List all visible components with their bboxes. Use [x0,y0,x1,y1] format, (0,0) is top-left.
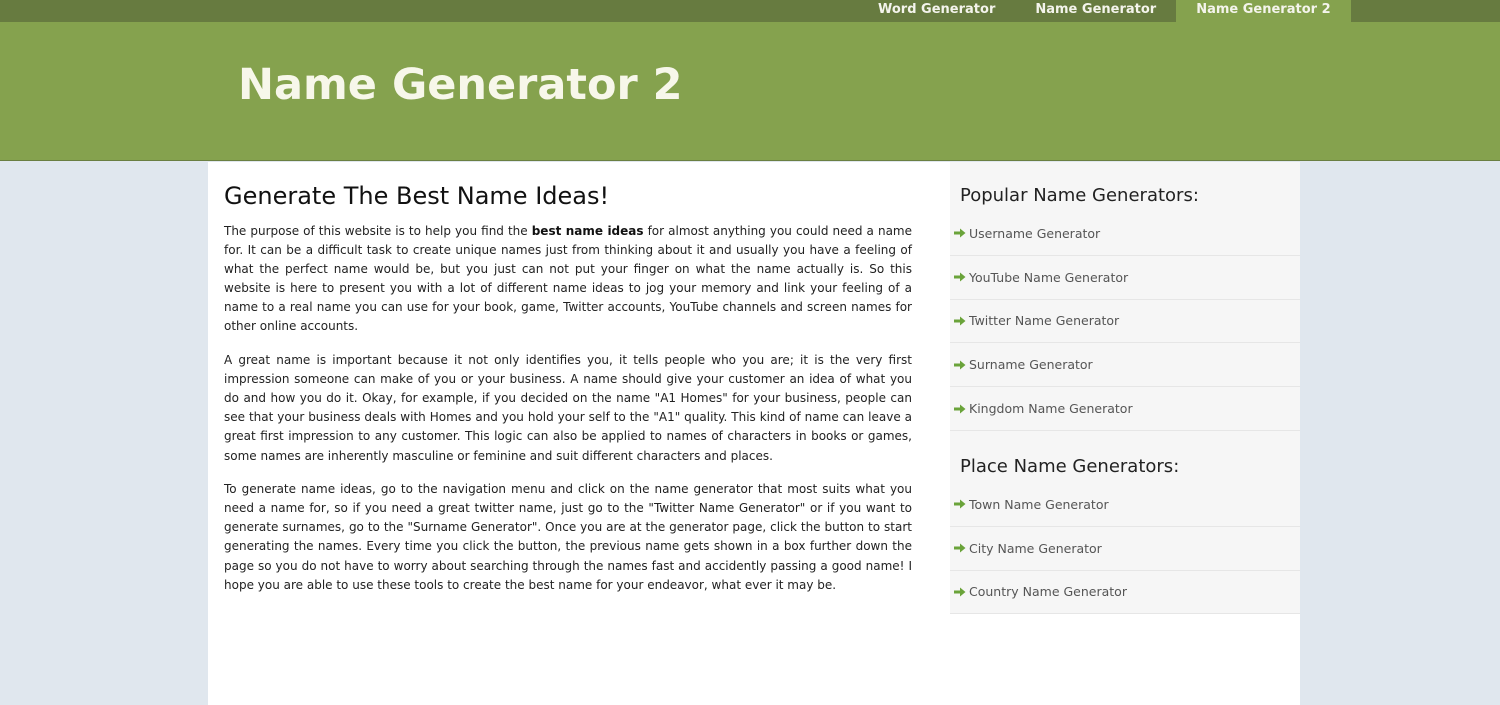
arrow-right-icon [953,404,967,414]
sidebar-item-label: Surname Generator [969,357,1093,373]
site-title: Name Generator 2 [238,60,683,110]
sidebar-item-label: Country Name Generator [969,584,1127,600]
sidebar-item-surname-generator[interactable] [950,343,1300,387]
arrow-right-icon [953,316,967,326]
intro-bold-text: best name ideas [531,224,644,238]
nav-item-name-generator[interactable]: Name Generator [1035,2,1157,17]
sidebar-item-town-name-generator[interactable] [950,483,1300,527]
arrow-right-icon [953,228,967,238]
nav-item-word-generator[interactable]: Word Generator [878,2,996,17]
intro-text-start: The purpose of this website is to help you find the [224,224,532,238]
sidebar-item-kingdom-name-generator[interactable] [950,387,1300,431]
nav-item-name-generator-2[interactable]: Name Generator 2 [1176,0,1350,22]
sidebar-item-label: Username Generator [969,225,1101,241]
intro-text-end: for almost anything you could need a name for. It can be a difficult task to create unique names just from thinking about it and usually you have a feeling of what the perfect name would be, but you just can not put your finger on what the name actually is. So this website is here to present you with a lot of different name ideas to jog your memory and link your feeling of a name to a real name you can use for your book, game, Twitter accounts, YouTube channels and screen names for other online accounts. [224,224,912,334]
sidebar-item-city-name-generator[interactable] [950,527,1300,571]
intro-paragraph [224,222,912,337]
sidebar-item-label: Twitter Name Generator [969,313,1120,329]
arrow-right-icon [953,499,967,509]
main-content [208,162,950,705]
sidebar-item-country-name-generator[interactable] [950,571,1300,615]
arrow-right-icon [953,272,967,282]
sidebar-item-label: Kingdom Name Generator [969,401,1133,417]
place-generators-list [950,483,1300,614]
sidebar-item-label: City Name Generator [969,540,1102,556]
popular-generators-list [950,212,1300,431]
importance-paragraph: A great name is important because it not only identifies you, it tells people who you are; it is the very first impression someone can make of you or your business. A name should give your customer an idea of what you do and how you do it. Okay, for example, if you decided on the name "A1 Homes" for your business, people can see that your business deals with Homes and you hold your self to the "A1" quality. This kind of name can leave a great first impression to any customer. This logic can also be applied to names of characters in books or games, some names are inherently masculine or feminine and suit different characters and places. [224,353,912,463]
sidebar-item-youtube-name-generator[interactable] [950,256,1300,300]
sidebar-item-twitter-name-generator[interactable] [950,300,1300,344]
top-nav-items [858,0,1351,22]
arrow-right-icon [953,360,967,370]
site-header [0,22,1500,161]
page-heading: Generate The Best Name Ideas! [224,182,610,210]
place-generators-heading: Place Name Generators: [960,456,1180,477]
sidebar-item-label: YouTube Name Generator [969,269,1129,285]
sidebar-bottom-panel [950,614,1300,705]
arrow-right-icon [953,587,967,597]
instructions-paragraph: To generate name ideas, go to the navigation menu and click on the name generator that most suits what you need a name for, so if you need a great twitter name, just go to the "Twitter Name Generator" or if you want to generate surnames, go to the "Surname Generator". Once you are at the generator page, click the button to start generating the names. Every time you click the button, the previous name gets shown in a box further down the page so you do not have to worry about searching through the names fast and accidently passing a good name! I hope you are able to use these tools to create the best name for your endeavor, what ever it may be. [224,482,912,592]
top-navigation [0,0,1500,22]
sidebar-item-username-generator[interactable] [950,212,1300,256]
arrow-right-icon [953,543,967,553]
sidebar [950,162,1300,705]
popular-generators-heading: Popular Name Generators: [960,185,1199,206]
sidebar-item-label: Town Name Generator [969,496,1109,512]
